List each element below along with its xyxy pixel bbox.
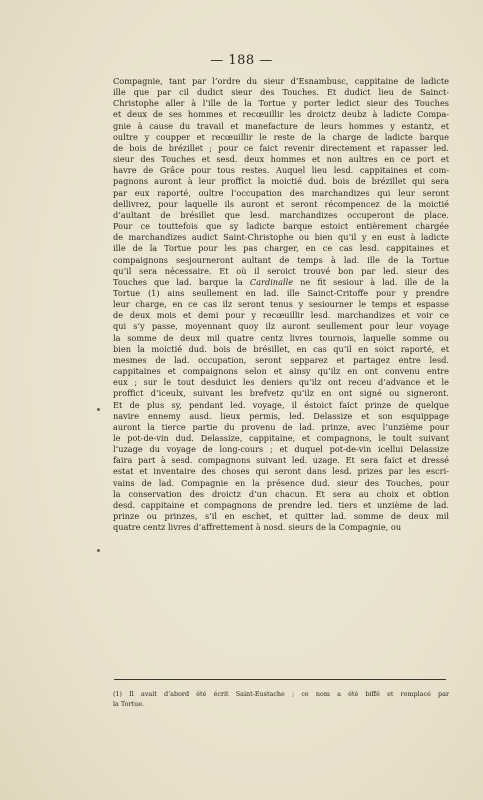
text-line: ille de la Tortue pour les pas charger, en ce cas lesd. cappitaines et <box>113 243 449 254</box>
text-line: l’uzage du voyage de long-cours ; et duquel pot-de-vin icellui Delassize <box>113 444 449 455</box>
text-line: estat et inventaire des choses qui seront dans lesd. prizes par les escri- <box>113 466 449 477</box>
text-line: Compagnie, tant par l’ordre du sieur d’Esnambusc, cappitaine de ladicte <box>113 76 449 86</box>
text-line: d’aultant de brésillet que lesd. marchandizes occuperont de place. <box>113 209 449 220</box>
text-line: de marchandizes audict Saint-Christophe ou bien qu’il y en eust à ladicte <box>113 232 449 243</box>
text-line: leur charge, en ce cas ilz seront tenus y sesiourner le temps et espasse <box>113 299 449 310</box>
text-line: auront la tierce partie du provenu de lad. prinze, avec l’unzième pour <box>113 421 449 432</box>
text-line: par eux raporté, oultre l’occupation des marchandizes qui leur seront <box>113 187 449 198</box>
text-line: qui s’y passe, moyennant quoy ilz auront seullement pour leur voyage <box>113 321 449 332</box>
text-line: Pour ce touttefois que sy ladicte barque estoict entièrement chargée <box>113 221 449 232</box>
text-line: la conservation des droictz d’un chacun. Et sera au choix et obtion <box>113 488 449 499</box>
text-line: qu’il sera nécessaire. Et où il seroict trouvé bon par led. sieur des <box>113 265 449 276</box>
text-line: la somme de deux mil quatre centz livres tournois, laquelle somme ou <box>113 332 449 343</box>
text-line: ille que par cil dudict sieur des Touches. Et dudict lieu de Sainct- <box>113 87 449 98</box>
text-line: cappitaines et compaignons selon et ainsy qu’ilz en ont convenu entre <box>113 366 449 377</box>
text-line: Christophe aller à l’ille de la Tortue y porter ledict sieur des Touches <box>113 98 449 109</box>
footnote-line: la Tortue. <box>113 699 145 708</box>
page-number: — 188 — <box>210 53 273 68</box>
footnote <box>113 690 449 709</box>
text-line: de bois de brézillet ; pour ce faict revenir directement et rapasser led. <box>113 142 449 153</box>
text-line: mesmes de lad. occupation, seront sepparez et partagez entre lesd. <box>113 354 449 365</box>
margin-mark <box>97 549 100 552</box>
text-line: pagnons auront à leur proffict la moictié dud. bois de brézillet qui sera <box>113 176 449 187</box>
text-line: Touches que lad. barque la Cardinalle ne fit sesiour à lad. ille de la <box>113 276 449 287</box>
text-line: sieur des Touches et sesd. deux hommes et non aultres en ce port et <box>113 154 449 165</box>
margin-mark <box>97 408 100 411</box>
text-line: havre de Grâce pour tous restes. Auquel lieu lesd. cappitaines et com- <box>113 165 449 176</box>
text-line: proffict d’iceulx, suivant les brefvetz qu’ilz en ont signé ou signeront. <box>113 388 449 399</box>
footnote-rule <box>114 679 446 680</box>
text-line: gnie à cause du travail et manefacture de leurs hommes y estantz, et <box>113 120 449 131</box>
body-text <box>113 76 449 533</box>
text-line: dellivrez, pour laquelle ils auront et seront récompencez de la moictié <box>113 198 449 209</box>
footnote-line: (1) Il avait d’abord été écrit Saint-Eustache ; ce nom a été biffé et remplacé par <box>113 690 449 698</box>
text-line: Tortue (1) ains seullement en lad. ille Sainct-Critoffe pour y prendre <box>113 287 449 298</box>
text-line: et deux de ses hommes et recœuillir les droictz deubz à ladicte Compa- <box>113 109 449 120</box>
text-line: de deux mois et demi pour y recœuillir lesd. marchandizes et voir ce <box>113 310 449 321</box>
ship-name: Cardinalle <box>249 276 294 287</box>
text-line: Et de plus sy, pendant led. voyage, il éstoict faict prinze de quelque <box>113 399 449 410</box>
text-line: oultre y coupper et recœuillir le reste de la charge de ladicte barque <box>113 131 449 142</box>
text-line: desd. cappitaine et compagnons de prendre led. tiers et unzième de lad. <box>113 499 449 510</box>
text-line: navire ennemy ausd. lieux permis, led. Delassize et son esquippage <box>113 410 449 421</box>
text-line: prinze ou prinzes, s’il en eschet, et quitter lad. somme de deux mil <box>113 511 449 522</box>
text-line: vains de lad. Compagnie en la présence dud. sieur des Touches, pour <box>113 477 449 488</box>
text-line: faira part à sesd. compagnons suivant led. uzage. Et sera faict et dressé <box>113 455 449 466</box>
text-line: quatre centz livres d’affrettement à nosd. sieurs de la Compagnie, ou <box>113 522 402 533</box>
text-line: eux ; sur le tout desduict les deniers qu’ilz ont receu d’advance et le <box>113 377 449 388</box>
text-line: le pot-de-vin dud. Delassize, cappitaine, et compagnons, le toult suivant <box>113 433 449 443</box>
text-line: bien la moictié dud. bois de brésillet, en cas qu’il en soict raporté, et <box>113 343 449 354</box>
text-line: compaignons sesjourneront aultant de temps à lad. ille de la Tortue <box>113 254 449 265</box>
